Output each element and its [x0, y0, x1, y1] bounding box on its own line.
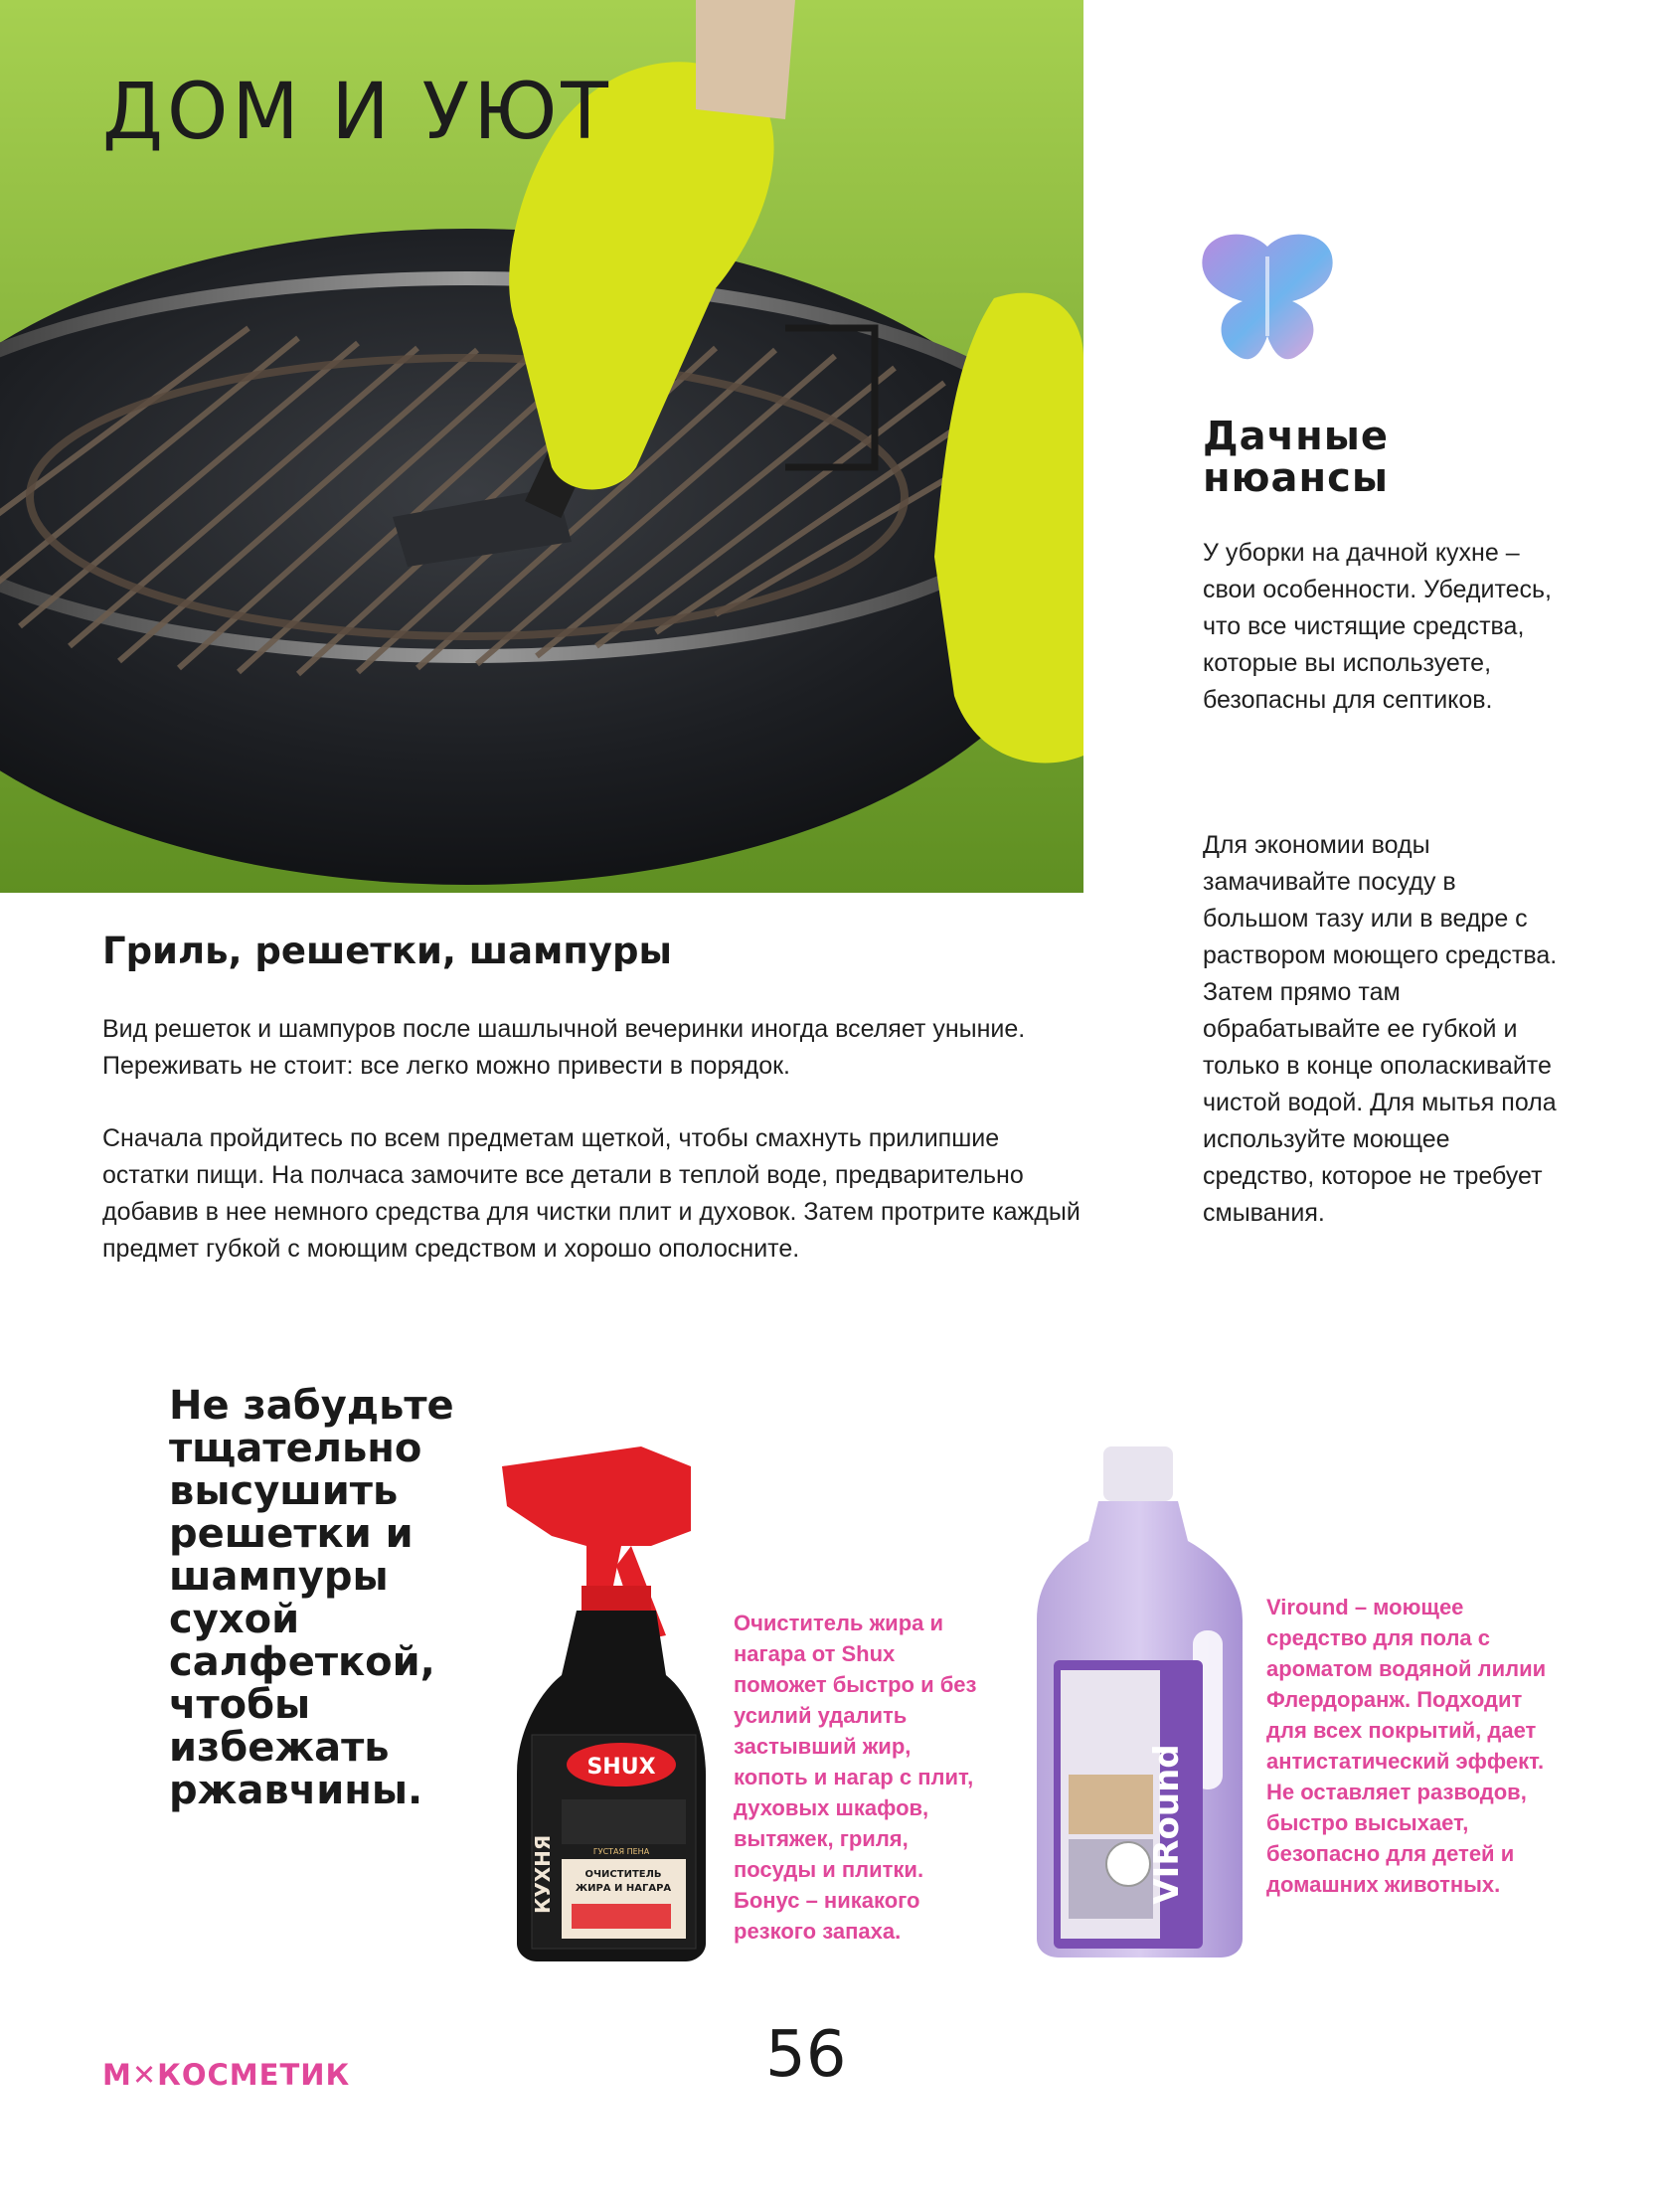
- article-paragraph-2: Сначала пройдитесь по всем предметам щеткой, чтобы смахнуть прилипшие остатки пищи. На полчаса замочите все детали в теплой воде, предварительно добавив в нее немного средства для чистки плит и духовок. Затем протрите каждый предмет губкой с моющим средством и хорошо ополосните.: [102, 1124, 1081, 1263]
- viround-description: Viround – моющее средство для пола с ароматом водяной лилии Флердоранж. Подходит для всех покрытий, дает антистатический эффект. Не оставляет разводов, быстро высыхает, безопасно для детей и домашних животных.: [1266, 1595, 1547, 1897]
- shux-label-brand: SHUX: [586, 1755, 656, 1780]
- shux-label-line1: ОЧИСТИТЕЛЬ: [584, 1869, 662, 1880]
- shux-label-side: КУХНЯ: [531, 1834, 555, 1914]
- viround-product-image: [1029, 1446, 1252, 1958]
- shux-label-line2: ЖИРА И НАГАРА: [575, 1883, 672, 1894]
- viround-label-brand: VIRound: [1147, 1744, 1187, 1905]
- sidebar-paragraph-1: У уборки на дачной кухне – свои особенности. Убедитесь, что все чистящие средства, которые вы используете, безопасны для септиков.: [1203, 539, 1552, 714]
- sidebar-title-line1: Дачные: [1203, 414, 1390, 459]
- article-title: Гриль, решетки, шампуры: [102, 930, 672, 972]
- sidebar-title: [1203, 416, 1561, 499]
- shux-label-tag: ГУСТАЯ ПЕНА: [592, 1847, 650, 1856]
- sidebar-paragraph-2: Для экономии воды замачивайте посуду в большом тазу или в ведре с раствором моющего средства. Затем прямо там обрабатывайте ее губкой и только в конце ополаскивайте чистой водой. Для мытья пола используйте моющее средство, которое не требует смывания.: [1203, 831, 1558, 1227]
- shux-product-image: [492, 1437, 731, 1963]
- article-paragraph-1: Вид решеток и шампуров после шашлычной вечеринки иногда вселяет уныние. Переживать не стоит: все легко можно привести в порядок.: [102, 1015, 1026, 1080]
- page-number: 56: [765, 2018, 847, 2092]
- sidebar-title-line2: нюансы: [1203, 455, 1390, 501]
- brand-logo: М✕КОСМЕТИК: [102, 2058, 351, 2092]
- shux-description: Очиститель жира и нагара от Shux поможет быстро и без усилий удалить застывший жир, копоть и нагар с плит, духовых шкафов, вытяжек, гриля, посуды и плитки. Бонус – никакого резкого запаха.: [734, 1611, 977, 1944]
- butterfly-icon: [1198, 227, 1337, 376]
- callout-text: Не забудьте тщательно высушить решетки и шампуры сухой салфеткой, чтобы избежать ржавчины.: [169, 1383, 454, 1813]
- section-title: ДОМ И УЮТ: [102, 68, 612, 157]
